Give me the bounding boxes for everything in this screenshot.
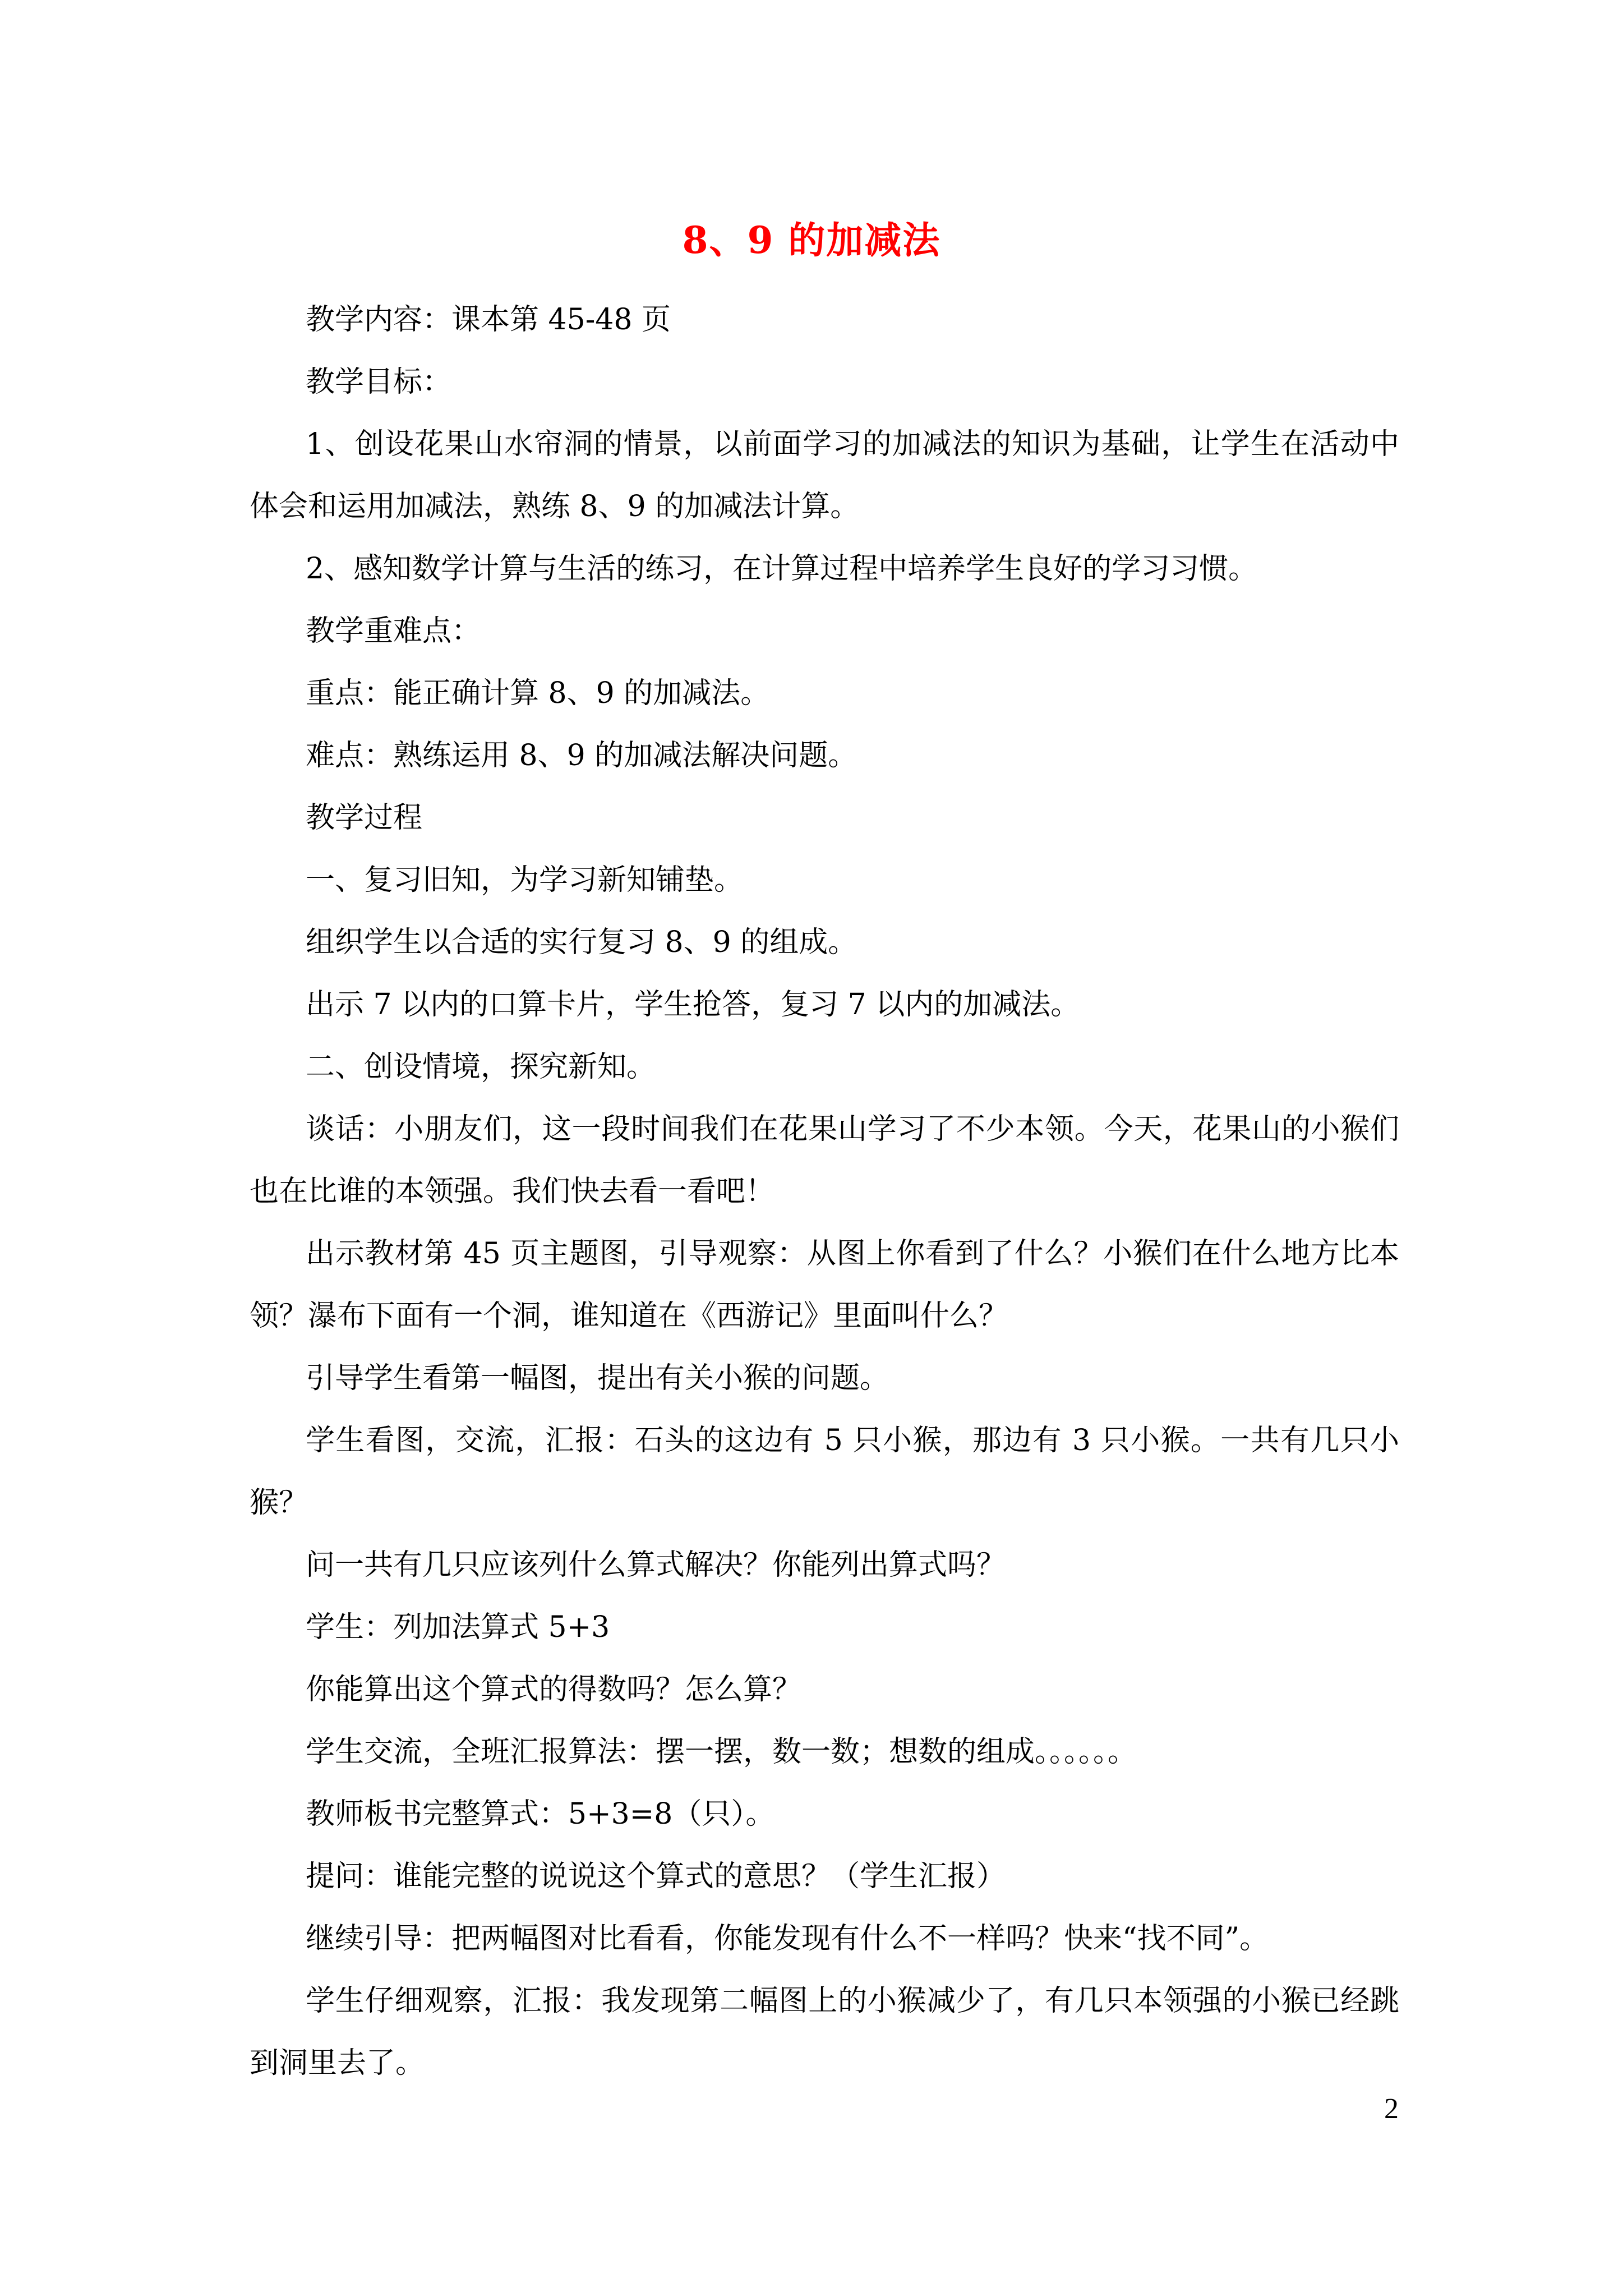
paragraph-teaching-content: 教学内容：课本第 45-48 页 xyxy=(306,303,671,337)
paragraph-difficult-point: 难点：熟练运用 8、9 的加减法解决问题。 xyxy=(306,739,857,772)
paragraph-addition-formula: 学生：列加法算式 5+3 xyxy=(306,1611,610,1644)
paragraph-goal-2: 2、感知数学计算与生活的练习，在计算过程中培养学生良好的学习习惯。 xyxy=(306,552,1258,586)
paragraph-section-1-heading: 一、复习旧知，为学习新知铺垫。 xyxy=(306,863,744,897)
paragraph-meaning-question: 提问：谁能完整的说说这个算式的意思？（学生汇报） xyxy=(306,1860,1006,1893)
paragraph-guide-first-picture: 引导学生看第一幅图，提出有关小猴的问题。 xyxy=(306,1361,889,1395)
paragraph-calculate-question: 你能算出这个算式的得数吗？怎么算？ xyxy=(306,1673,802,1706)
paragraph-teaching-goals-heading: 教学目标： xyxy=(306,365,452,399)
paragraph-key-point: 重点：能正确计算 8、9 的加减法。 xyxy=(306,677,770,710)
paragraph-class-report-methods: 学生交流，全班汇报算法：摆一摆，数一数；想数的组成。。。。。。 xyxy=(306,1735,1137,1769)
paragraph-show-theme-picture: 出示教材第 45 页主题图，引导观察：从图上你看到了什么？小猴们在什么地方比本领？瀑布下面有一个洞，谁知道在《西游记》里面叫什么？ xyxy=(250,1237,1399,1333)
document-title: 8、9 的加减法 xyxy=(682,218,941,262)
paragraph-oral-cards: 出示 7 以内的口算卡片，学生抢答，复习 7 以内的加减法。 xyxy=(306,988,1080,1022)
paragraph-board-formula: 教师板书完整算式：5+3=8（只）。 xyxy=(306,1797,775,1831)
document-body xyxy=(250,289,1399,2095)
paragraph-talk: 谈话：小朋友们，这一段时间我们在花果山学习了不少本领。今天，花果山的小猴们也在比谁的本领强。我们快去看一看吧！ xyxy=(250,1112,1399,1208)
page-number: 2 xyxy=(1384,2093,1399,2125)
paragraph-section-2-heading: 二、创设情境，探究新知。 xyxy=(306,1050,656,1084)
paragraph-process-heading: 教学过程 xyxy=(306,801,423,835)
paragraph-key-points-heading: 教学重难点： xyxy=(306,614,481,648)
paragraph-review-composition: 组织学生以合适的实行复习 8、9 的组成。 xyxy=(306,926,857,959)
paragraph-goal-1: 1、创设花果山水帘洞的情景，以前面学习的加减法的知识为基础，让学生在活动中体会和运用加减法，熟练 8、9 的加减法计算。 xyxy=(250,427,1399,523)
paragraph-compare-pictures: 继续引导：把两幅图对比看看，你能发现有什么不一样吗？快来“找不同”。 xyxy=(306,1922,1269,1955)
paragraph-student-report-monkeys: 学生看图，交流，汇报：石头的这边有 5 只小猴，那边有 3 只小猴。一共有几只小猴？ xyxy=(250,1424,1399,1520)
paragraph-question-formula: 问一共有几只应该列什么算式解决？你能列出算式吗？ xyxy=(306,1548,1006,1582)
paragraph-observation-report: 学生仔细观察，汇报：我发现第二幅图上的小猴减少了，有几只本领强的小猴已经跳到洞里去了。 xyxy=(250,1984,1399,2080)
